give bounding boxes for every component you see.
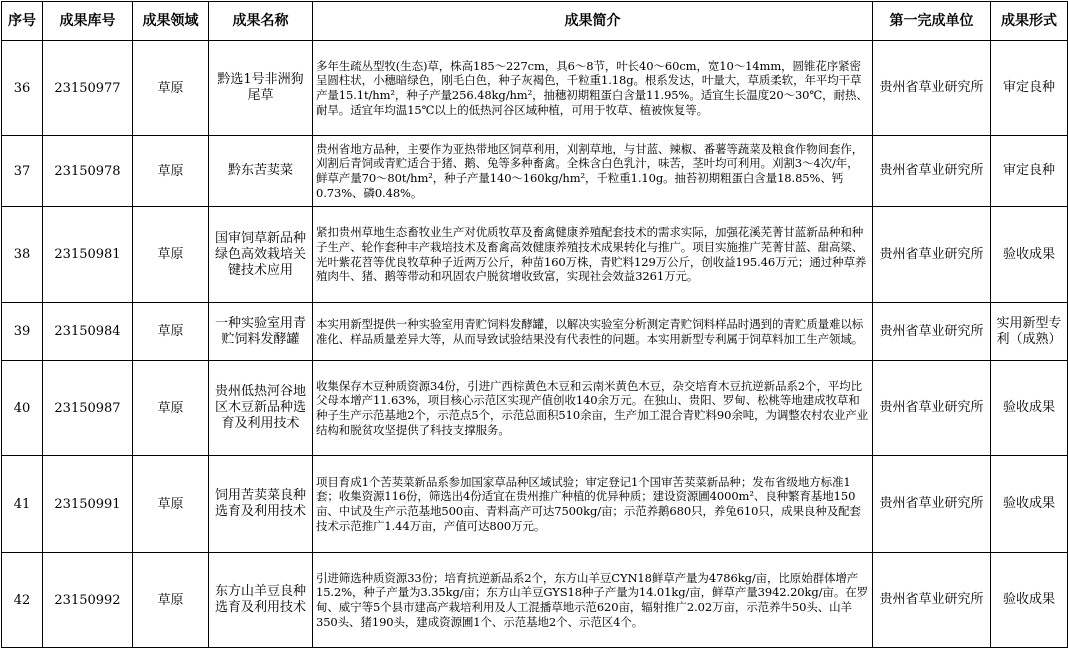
cell-form: 验收成果: [991, 207, 1068, 303]
cell-org: 贵州省草业研究所: [873, 456, 991, 553]
cell-form: 验收成果: [991, 361, 1068, 456]
cell-form: 审定良种: [991, 136, 1068, 207]
cell-name: 黔选1号非洲狗尾草: [209, 41, 313, 136]
cell-form: 验收成果: [991, 553, 1068, 648]
cell-summary: 项目育成1个苦荬菜新品系参加国家草品种区域试验；审定登记1个国审苦荬菜新品种；发布省级地方标准1套；收集资源116份，筛选出4份适宜在贵州推广种植的优异种质；建设资源圃4000m²、良种繁育基地150亩、中试及生产示范基地500亩、青料高产可达7500kg/亩；示范养鹅680只，养兔610只，成果良种及配套技术示范推广1.44万亩，产值可达800万元。: [313, 456, 873, 553]
cell-field: 草原: [133, 41, 209, 136]
cell-field: 草原: [133, 207, 209, 303]
cell-summary: 贵州省地方品种，主要作为亚热带地区饲草利用，刈割草地，与甘蓝、辣椒、番薯等蔬菜及粮食作物间套作，刈割后青饲或青贮适合于猪、鹅、兔等多种畜禽。全株含白色乳汁，味苦，茎叶均可利用。刈割3～4次/年，鲜草产量70～80t/hm²，种子产量140～160kg/hm²，千粒重1.10g。抽苔初期粗蛋白含量18.85%、钙0.73%、磷0.48%。: [313, 136, 873, 207]
cell-name: 贵州低热河谷地区木豆新品种选育及利用技术: [209, 361, 313, 456]
header-serial: 序号: [2, 2, 43, 41]
cell-serial: 42: [2, 553, 43, 648]
cell-org: 贵州省草业研究所: [873, 361, 991, 456]
cell-code: 23150987: [43, 361, 133, 456]
cell-field: 草原: [133, 136, 209, 207]
cell-name: 国审饲草新品种绿色高效栽培关键技术应用: [209, 207, 313, 303]
table-row: [2, 456, 1068, 553]
table-row: [2, 361, 1068, 456]
cell-summary: 多年生疏丛型牧(生态)草，株高185～227cm，具6～8节，叶长40～60cm，宽10～14mm，圆锥花序紧密呈圆柱状，小穗暗绿色，刚毛白色，种子灰褐色，千粒重1.18g。根系发达，叶量大，草质柔软，年平均干草产量15.1t/hm²，种子产量256.48kg/hm²，抽穗初期粗蛋白含量11.95%。适宜生长温度20～30℃，耐热、耐旱。适宜年均温15℃以上的低热河谷区域种植，可用于牧草、植被恢复等。: [313, 41, 873, 136]
cell-org: 贵州省草业研究所: [873, 136, 991, 207]
cell-summary: 本实用新型提供一种实验室用青贮饲料发酵罐，以解决实验室分析测定青贮饲料样品时遇到的青贮质量难以标准化、样品质量差异大等，从而导致试验结果没有代表性的问题。本实用新型专利属于饲草料加工生产领域。: [313, 303, 873, 361]
cell-name: 黔东苦荬菜: [209, 136, 313, 207]
cell-field: 草原: [133, 361, 209, 456]
cell-code: 23150981: [43, 207, 133, 303]
cell-name: 东方山羊豆良种选育及利用技术: [209, 553, 313, 648]
cell-summary: 紧扣贵州草地生态畜牧业生产对优质牧草及畜禽健康养殖配套技术的需求实际，加强花溪芜菁甘蓝新品种和种子生产、轮作套种丰产栽培技术及畜禽高效健康养殖技术成果转化与推广。项目实施推广芜菁甘蓝、甜高粱、光叶紫花苕等优良牧草种子近两万公斤，种苗160万株，青贮料129万公斤，创收益195.46万元；通过种草养殖肉牛、猪、鹅等带动和巩固农户脱贫增收致富，实现社会效益3261万元。: [313, 207, 873, 303]
cell-name: 一种实验室用青贮饲料发酵罐: [209, 303, 313, 361]
header-field: 成果领域: [133, 2, 209, 41]
table-row: [2, 207, 1068, 303]
cell-form: 审定良种: [991, 41, 1068, 136]
cell-org: 贵州省草业研究所: [873, 207, 991, 303]
cell-summary: 收集保存木豆种质资源34份，引进广西棕黄色木豆和云南米黄色木豆，杂交培育木豆抗逆新品系2个，平均比父母本增产11.63%，项目核心示范区实现产值创收140余万元。在独山、贵阳、罗甸、松桃等地建成牧草和种子生产示范基地2个，示范点5个，示范总面积510余亩，生产加工混合青贮料90余吨，为调整农村农业产业结构和脱贫攻坚提供了科技支撑服务。: [313, 361, 873, 456]
table-row: [2, 303, 1068, 361]
cell-serial: 40: [2, 361, 43, 456]
cell-serial: 36: [2, 41, 43, 136]
cell-serial: 37: [2, 136, 43, 207]
cell-org: 贵州省草业研究所: [873, 303, 991, 361]
header-name: 成果名称: [209, 2, 313, 41]
header-summary: 成果简介: [313, 2, 873, 41]
table-row: [2, 136, 1068, 207]
table-row: [2, 41, 1068, 136]
cell-serial: 38: [2, 207, 43, 303]
cell-field: 草原: [133, 553, 209, 648]
cell-form: 验收成果: [991, 456, 1068, 553]
cell-form: 实用新型专利（成熟）: [991, 303, 1068, 361]
cell-code: 23150984: [43, 303, 133, 361]
header-org: 第一完成单位: [873, 2, 991, 41]
cell-serial: 41: [2, 456, 43, 553]
header-row: [2, 2, 1068, 41]
cell-summary: 引进筛选种质资源33份；培育抗逆新品系2个，东方山羊豆CYN18鲜草产量为4786kg/亩，比原始群体增产15.2%，种子产量为3.35kg/亩；东方山羊豆GYS18种子产量为14.01kg/亩，鲜草产量3942.20kg/亩。在罗甸、威宁等5个县市建高产栽培利用及人工混播草地示范620亩，辐射推广2.02万亩，示范养牛50头、山羊350头、猪190头，建成资源圃1个、示范基地2个、示范区4个。: [313, 553, 873, 648]
cell-org: 贵州省草业研究所: [873, 41, 991, 136]
cell-field: 草原: [133, 456, 209, 553]
cell-serial: 39: [2, 303, 43, 361]
table-row: [2, 553, 1068, 648]
cell-code: 23150991: [43, 456, 133, 553]
achievements-table: [1, 1, 1068, 648]
header-form: 成果形式: [991, 2, 1068, 41]
header-code: 成果库号: [43, 2, 133, 41]
cell-code: 23150978: [43, 136, 133, 207]
cell-code: 23150992: [43, 553, 133, 648]
cell-field: 草原: [133, 303, 209, 361]
cell-code: 23150977: [43, 41, 133, 136]
cell-name: 饲用苦荬菜良种选育及利用技术: [209, 456, 313, 553]
cell-org: 贵州省草业研究所: [873, 553, 991, 648]
